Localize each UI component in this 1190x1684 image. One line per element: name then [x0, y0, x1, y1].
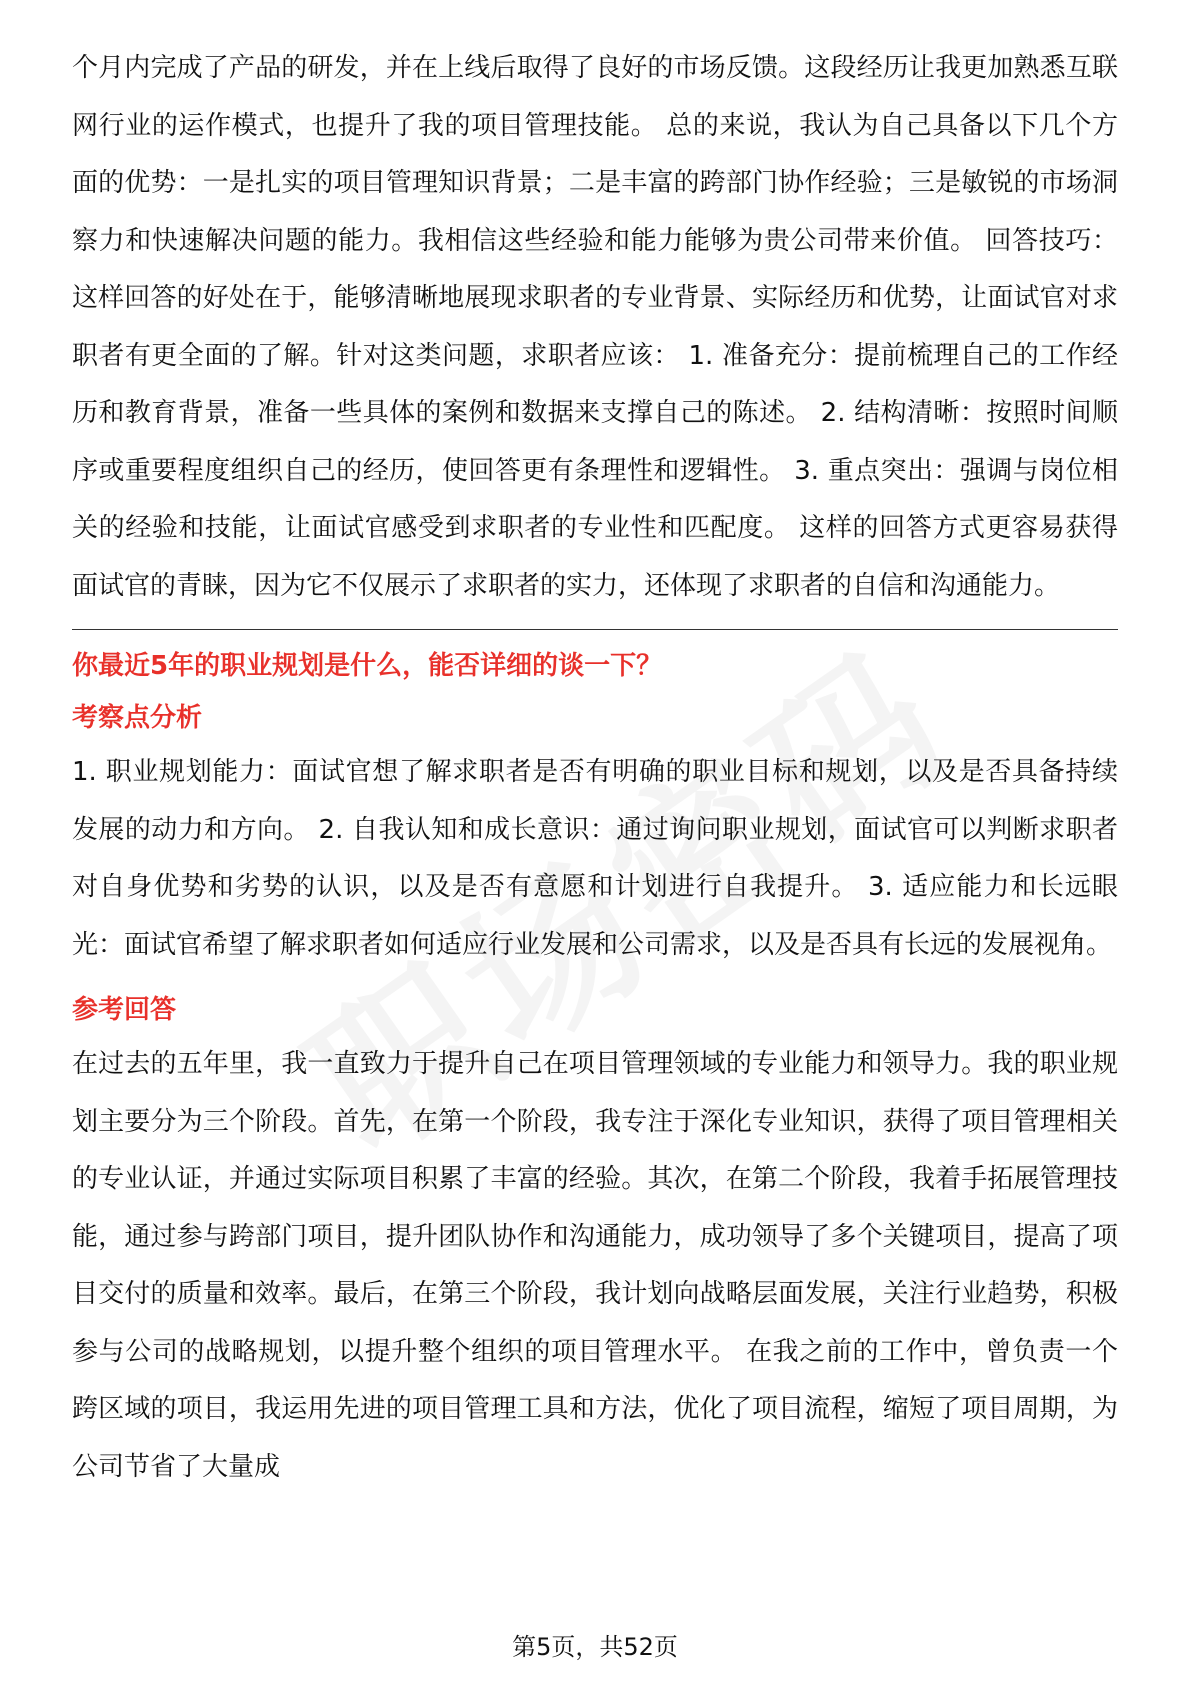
spacer — [72, 974, 1118, 984]
previous-answer-paragraph: 个月内完成了产品的研发，并在上线后取得了良好的市场反馈。这段经历让我更加熟悉互联网行业的运作模式，也提升了我的项目管理技能。 总的来说，我认为自己具备以下几个方面的优势：一是扎实的项目管理知识背景；二是丰富的跨部门协作经验；三是敏锐的市场洞察力和快速解决问题的能力。我相信这些经验和能力能够为贵公司带来价值。 回答技巧： 这样回答的好处在于，能够清晰地展现求职者的专业背景、实际经历和优势，让面试官对求职者有更全面的了解。针对这类问题，求职者应该： 1. 准备充分：提前梳理自己的工作经历和教育背景，准备一些具体的案例和数据来支撑自己的陈述。 2. 结构清晰：按照时间顺序或重要程度组织自己的经历，使回答更有条理性和逻辑性。 3. 重点突出：强调与岗位相关的经验和技能，让面试官感受到求职者的专业性和匹配度。 这样的回答方式更容易获得面试官的青睐，因为它不仅展示了求职者的实力，还体现了求职者的自信和沟通能力。 — [72, 53, 1118, 601]
interview-question: 你最近5年的职业规划是什么，能否详细的谈一下？ — [72, 651, 663, 681]
section-divider — [72, 629, 1118, 630]
answer-heading: 参考回答 — [72, 995, 177, 1025]
document-page — [72, 40, 1118, 1496]
page-number-footer: 第5页，共52页 — [512, 1633, 678, 1661]
analysis-heading: 考察点分析 — [72, 703, 203, 733]
answer-paragraph: 在过去的五年里，我一直致力于提升自己在项目管理领域的专业能力和领导力。我的职业规划主要分为三个阶段。首先，在第一个阶段，我专注于深化专业知识，获得了项目管理相关的专业认证，并通过实际项目积累了丰富的经验。其次，在第二个阶段，我着手拓展管理技能，通过参与跨部门项目，提升团队协作和沟通能力，成功领导了多个关键项目，提高了项目交付的质量和效率。最后，在第三个阶段，我计划向战略层面发展，关注行业趋势，积极参与公司的战略规划，以提升整个组织的项目管理水平。 在我之前的工作中，曾负责一个跨区域的项目，我运用先进的项目管理工具和方法，优化了项目流程，缩短了项目周期，为公司节省了大量成 — [72, 1049, 1118, 1482]
analysis-paragraph: 1. 职业规划能力：面试官想了解求职者是否有明确的职业目标和规划，以及是否具备持续发展的动力和方向。 2. 自我认知和成长意识：通过询问职业规划，面试官可以判断求职者对自身优势和劣势的认识，以及是否有意愿和计划进行自我提升。 3. 适应能力和长远眼光：面试官希望了解求职者如何适应行业发展和公司需求，以及是否具有长远的发展视角。 — [72, 757, 1118, 960]
